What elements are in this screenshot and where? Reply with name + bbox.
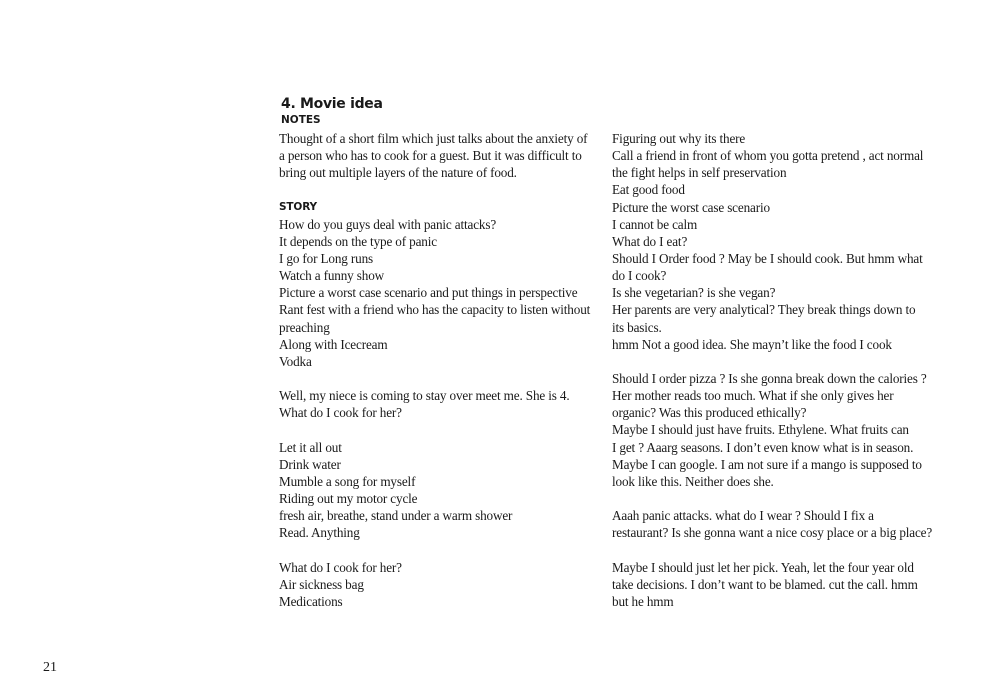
story-line: take decisions. I don’t want to be blamed. cut the call. hmm <box>612 576 918 592</box>
story-line: I cannot be calm <box>612 216 698 232</box>
spacer <box>279 421 609 438</box>
story-line: Picture the worst case scenario <box>612 199 770 215</box>
story-line: Along with Icecream <box>279 336 388 352</box>
story-line: Mumble a song for myself <box>279 473 416 489</box>
notes-line: a person who has to cook for a guest. But it was difficult to <box>279 148 582 164</box>
story-line: I go for Long runs <box>279 250 373 266</box>
story-line: Should I order pizza ? Is she gonna break down the calories ? <box>612 370 927 386</box>
right-column <box>612 130 942 610</box>
story-line: Well, my niece is coming to stay over meet me. She is 4. <box>279 388 570 404</box>
story-line: Her mother reads too much. What if she only gives her <box>612 388 894 404</box>
spacer <box>612 490 942 507</box>
spacer <box>279 370 609 387</box>
story-line: do I cook? <box>612 268 667 284</box>
page-number: 21 <box>43 660 57 675</box>
story-line: Medications <box>279 593 343 609</box>
story-line: Should I Order food ? May be I should cook. But hmm what <box>612 250 923 266</box>
spacer <box>279 541 609 558</box>
notes-label: NOTES <box>281 114 321 126</box>
story-line: but he hmm <box>612 593 674 609</box>
story-line: Vodka <box>279 353 312 369</box>
story-line: preaching <box>279 319 330 335</box>
story-line: What do I eat? <box>612 233 688 249</box>
notes-line: Thought of a short film which just talks about the anxiety of <box>279 131 588 146</box>
spacer <box>612 541 942 558</box>
notes-line: bring out multiple layers of the nature of food. <box>279 165 517 181</box>
story-line: Is she vegetarian? is she vegan? <box>612 285 776 301</box>
story-line: Air sickness bag <box>279 576 364 592</box>
story-line: Read. Anything <box>279 525 360 541</box>
spacer <box>279 181 609 198</box>
story-line: hmm Not a good idea. She mayn’t like the food I cook <box>612 336 892 352</box>
story-line: Maybe I should just have fruits. Ethylene. What fruits can <box>612 422 909 438</box>
story-line: I get ? Aaarg seasons. I don’t even know what is in season. <box>612 439 914 455</box>
story-line: Rant fest with a friend who has the capacity to listen without <box>279 302 591 318</box>
story-line: organic? Was this produced ethically? <box>612 405 807 421</box>
story-line: Aaah panic attacks. what do I wear ? Should I fix a <box>612 508 874 524</box>
story-line: Figuring out why its there <box>612 131 746 146</box>
story-line: Watch a funny show <box>279 268 385 284</box>
story-line: restaurant? Is she gonna want a nice cosy place or a big place? <box>612 525 933 541</box>
story-line: Let it all out <box>279 439 342 455</box>
story-line: Her parents are very analytical? They break things down to <box>612 302 916 318</box>
story-line: Eat good food <box>612 182 685 198</box>
story-line: its basics. <box>612 319 662 335</box>
story-line: the fight helps in self preservation <box>612 165 787 181</box>
story-line: fresh air, breathe, stand under a warm shower <box>279 508 513 524</box>
story-left-list <box>279 216 609 610</box>
story-line: Picture a worst case scenario and put things in perspective <box>279 285 578 301</box>
story-right-list <box>612 130 942 610</box>
story-line: Maybe I can google. I am not sure if a mango is supposed to <box>612 456 922 472</box>
story-line: Maybe I should just let her pick. Yeah, let the four year old <box>612 559 914 575</box>
story-line: What do I cook for her? <box>279 559 402 575</box>
left-column <box>279 130 609 610</box>
story-line: Riding out my motor cycle <box>279 490 418 506</box>
story-line: It depends on the type of panic <box>279 233 437 249</box>
story-line: How do you guys deal with panic attacks? <box>279 216 497 232</box>
story-line: look like this. Neither does she. <box>612 473 774 489</box>
story-line: Drink water <box>279 456 341 472</box>
spacer <box>612 353 942 370</box>
story-line: Call a friend in front of whom you gotta pretend , act normal <box>612 148 924 164</box>
story-line: What do I cook for her? <box>279 405 402 421</box>
story-label: STORY <box>279 200 318 213</box>
section-heading: 4. Movie idea <box>281 96 383 112</box>
